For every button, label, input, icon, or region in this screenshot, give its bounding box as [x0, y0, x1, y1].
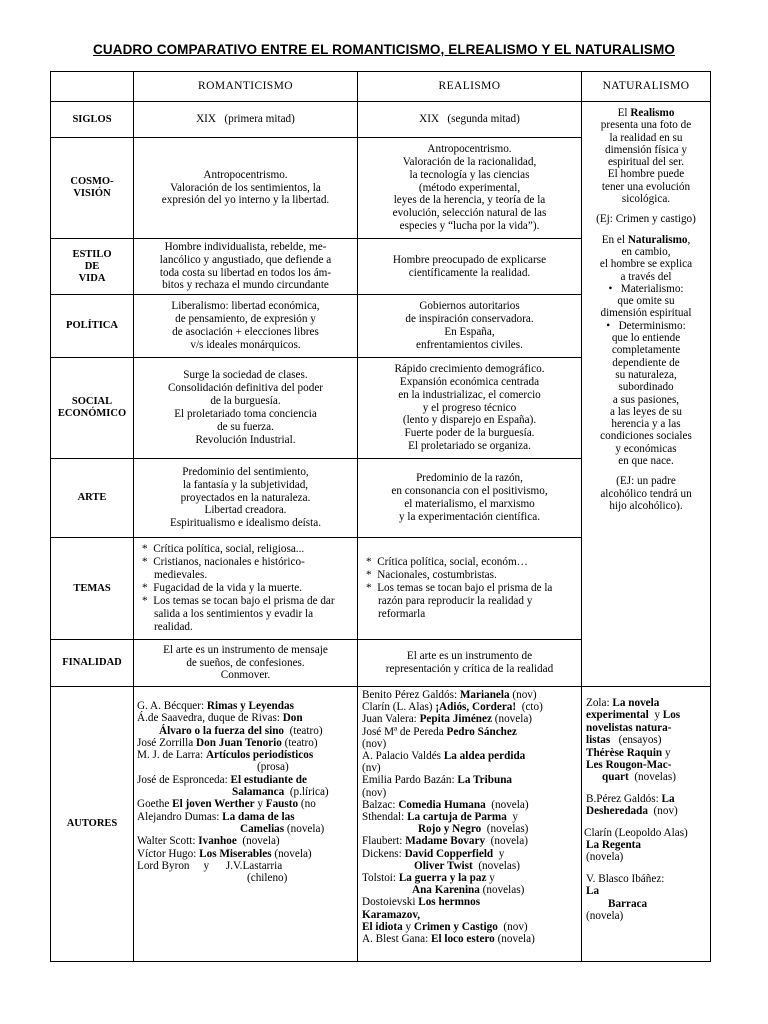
header-naturalismo: NATURALISMO [602, 80, 690, 93]
row-label-cosmovision: COSMO- VISIÓN [70, 176, 114, 199]
romanticismo-estilo-vida: Hombre individualista, rebelde, me- lancólico y angustiado, que defiende a toda costa su libertad en todos los ám- bitos y rechaza el mundo circundante [159, 240, 332, 292]
row-label-finalidad: FINALIDAD [62, 657, 122, 668]
page-title: CUADRO COMPARATIVO ENTRE EL ROMANTICISMO, ELREALISMO Y EL NATURALISMO [93, 42, 675, 57]
realismo-arte: Predominio de la razón, en consonancia con el positivismo, el materialismo, el marxismo y la experimentación científica. [391, 472, 548, 523]
row-label-social-economico: SOCIAL ECONÓMICO [57, 396, 127, 419]
realismo-social: Rápido crecimiento demográfico. Expansión económica centrada en la industrializac, el comercio y el progreso técnico (lento y disparejo en España). Fuerte poder de la burguesía. El proletariado se organiza. [394, 362, 545, 453]
list-item: * Los temas se tocan bajo el prisma de dar salida a los sentimientos y evadir la realidad. [140, 595, 353, 634]
romanticismo-siglos: XIX (primera mitad) [196, 113, 295, 126]
romanticismo-politica: Liberalismo: libertad económica, de pensamiento, de expresión y de asociación + elecciones libres v/s ideales monárquicos. [171, 300, 320, 351]
row-label-estilo-vida: ESTILO DE VIDA [72, 248, 112, 284]
realismo-siglos: XIX (segunda mitad) [419, 113, 520, 126]
list-item: * Crítica política, social, religiosa... [140, 543, 353, 556]
realismo-politica: Gobiernos autoritarios de inspiración conservadora. En España, enfrentamientos civiles. [405, 300, 534, 351]
row-label-siglos: SIGLOS [72, 113, 112, 125]
list-item: * Crítica política, social, económ… [364, 556, 577, 569]
romanticismo-autores: G. A. Bécquer: Rimas y Leyendas Á.de Saavedra, duque de Rivas: Don Álvaro o la fuerza del sino (teatro) José Zorrilla Don Juan Tenorio (teatro) M. J. de Larra: Artículos periodísticos (prosa) José de Espronceda: El estudiante de Salamanca (p.lírica) Goethe El joven Werther y Fausto (no Alejandro Dumas: La dama de las Camelias (novela) Walter Scott: Ivanhoe (novela) Víctor Hugo: Los Miserables (novela) Lord Byron y J.V.Lastarria (chileno) [137, 700, 329, 885]
naturalismo-autores: Zola: La novela experimental y Los novelistas natura- listas (ensayos) Thérèse Raquin y Les Rougon-Mac- quart (novelas) B.Pérez Galdós: La Desheredada (nov) Clarín (Leopoldo Alas) La Regenta (novela) V. Blasco Ibáñez: La Barraca (novela) [584, 697, 688, 923]
realismo-cosmovision: Antropocentrismo. Valoración de la racionalidad, la tecnología y las ciencias (método experimental, leyes de la herencia, y teoría de la evolución, selección natural de las especies y “lucha por la vida”). [392, 142, 547, 233]
row-label-arte: ARTE [77, 492, 107, 503]
header-romanticismo: ROMANTICISMO [198, 80, 293, 93]
romanticismo-cosmovision: Antropocentrismo. Valoración de los sentimientos, la expresión del yo interno y la libertad. [161, 168, 330, 207]
list-item: * Fugacidad de la vida y la muerte. [140, 582, 353, 595]
realismo-finalidad: El arte es un instrumento de representación y crítica de la realidad [385, 650, 554, 675]
romanticismo-temas-list [140, 543, 353, 633]
list-item: * Nacionales, costumbristas. [364, 569, 577, 582]
row-label-politica: POLÍTICA [66, 320, 118, 331]
naturalismo-description: El Realismo presenta una foto de la realidad en su dimensión física y espiritual del ser. El hombre puede tener una evolución sicológica. (Ej: Crimen y castigo) En el Naturalismo, en cambio, el hombre se explica a través del • Materialismo: que omite su dimensión espiritual • Determinismo: que lo entiende completamente dependiente de su naturaleza, subordinado a sus pasiones, a las leyes de su herencia y a las condiciones sociales y económicas en que nace. (EJ: un padre alcohólico tendrá un hijo alcohólico). [582, 107, 710, 512]
realismo-temas-list [364, 556, 577, 621]
realismo-estilo-vida: Hombre preocupado de explicarse científicamente la realidad. [392, 253, 547, 279]
realismo-temas [358, 538, 581, 639]
list-item: * Cristianos, nacionales e histórico-medievales. [140, 556, 353, 582]
row-label-temas: TEMAS [73, 582, 111, 594]
romanticismo-temas [134, 538, 357, 639]
header-realismo: REALISMO [438, 80, 501, 93]
realismo-autores: Benito Pérez Galdós: Marianela (nov) Clarín (L. Alas) ¡Adiós, Cordera! (cto) Juan Valera: Pepita Jiménez (novela) José Mª de Pereda Pedro Sánchez (nov) A. Palacio Valdés La aldea perdida (nv) Emilia Pardo Bazán: La Tribuna (nov) Balzac: Comedia Humana (novela) Sthendal: La cartuja de Parma y Rojo y Negro (novelas) Flaubert: Madame Bovary (novela) Dickens: David Copperfield y Oliver Twist (novelas) Tolstoi: La guerra y la paz y Ana Karenina (novelas) Dostoievski Los hermnos Karamazov, El idiota y Crimen y Castigo (nov) A. Blest Gana: El loco estero (novela) [362, 689, 543, 946]
list-item: * Los temas se tocan bajo el prisma de la razón para reproducir la realidad y reformarla [364, 582, 577, 621]
romanticismo-social: Surge la sociedad de clases. Consolidación definitiva del poder de la burguesía. El proletariado toma conciencia de su fuerza. Revolución Industrial. [167, 369, 324, 446]
row-divider [50, 686, 711, 687]
row-label-autores: AUTORES [66, 818, 118, 829]
romanticismo-arte: Predominio del sentimiento, la fantasía y la subjetividad, proyectados en la naturaleza. Libertad creadora. Espiritualismo e idealismo deísta. [169, 465, 321, 530]
romanticismo-finalidad: El arte es un instrumento de mensaje de sueños, de confesiones. Conmover. [163, 643, 328, 682]
